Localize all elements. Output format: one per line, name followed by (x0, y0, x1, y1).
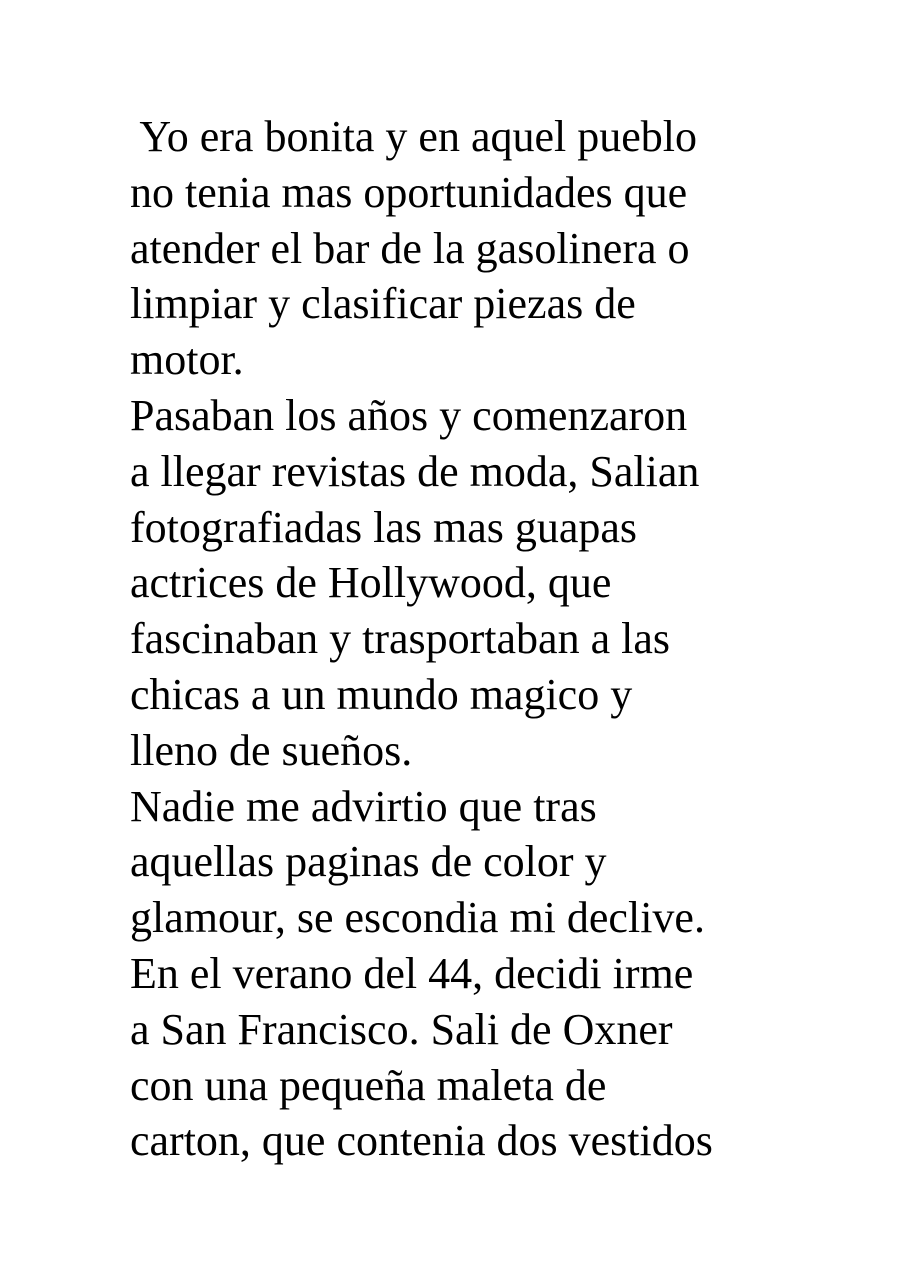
text-line: atender el bar de la gasolinera o (130, 223, 690, 273)
text-line: chicas a un mundo magico y (130, 669, 633, 719)
text-line: Yo era bonita y en aquel pueblo (130, 112, 697, 161)
text-line: glamour, se escondia mi declive. (130, 893, 705, 943)
text-line: En el verano del 44, decidi irme (130, 948, 694, 998)
text-line: con una pequeña maleta de (130, 1060, 607, 1110)
text-line: lleno de sueños. (130, 725, 413, 775)
text-line: Pasaban los años y comenzaron (130, 390, 688, 440)
text-line: motor. (130, 335, 244, 385)
text-line: actrices de Hollywood, que (130, 558, 612, 608)
text-line: Nadie me advirtio que tras (130, 781, 597, 831)
text-line: a San Francisco. Sali de Oxner (130, 1004, 673, 1054)
text-line: fascinaban y trasportaban a las (130, 614, 670, 664)
text-line: fotografiadas las mas guapas (130, 502, 638, 552)
text-line: carton, que contenia dos vestidos (130, 1116, 713, 1166)
text-line: limpiar y clasificar piezas de (130, 279, 636, 329)
text-line: aquellas paginas de color y (130, 837, 607, 887)
document-body (130, 109, 890, 1169)
text-line: a llegar revistas de moda, Salian (130, 446, 700, 496)
text-line: no tenia mas oportunidades que (130, 167, 688, 217)
